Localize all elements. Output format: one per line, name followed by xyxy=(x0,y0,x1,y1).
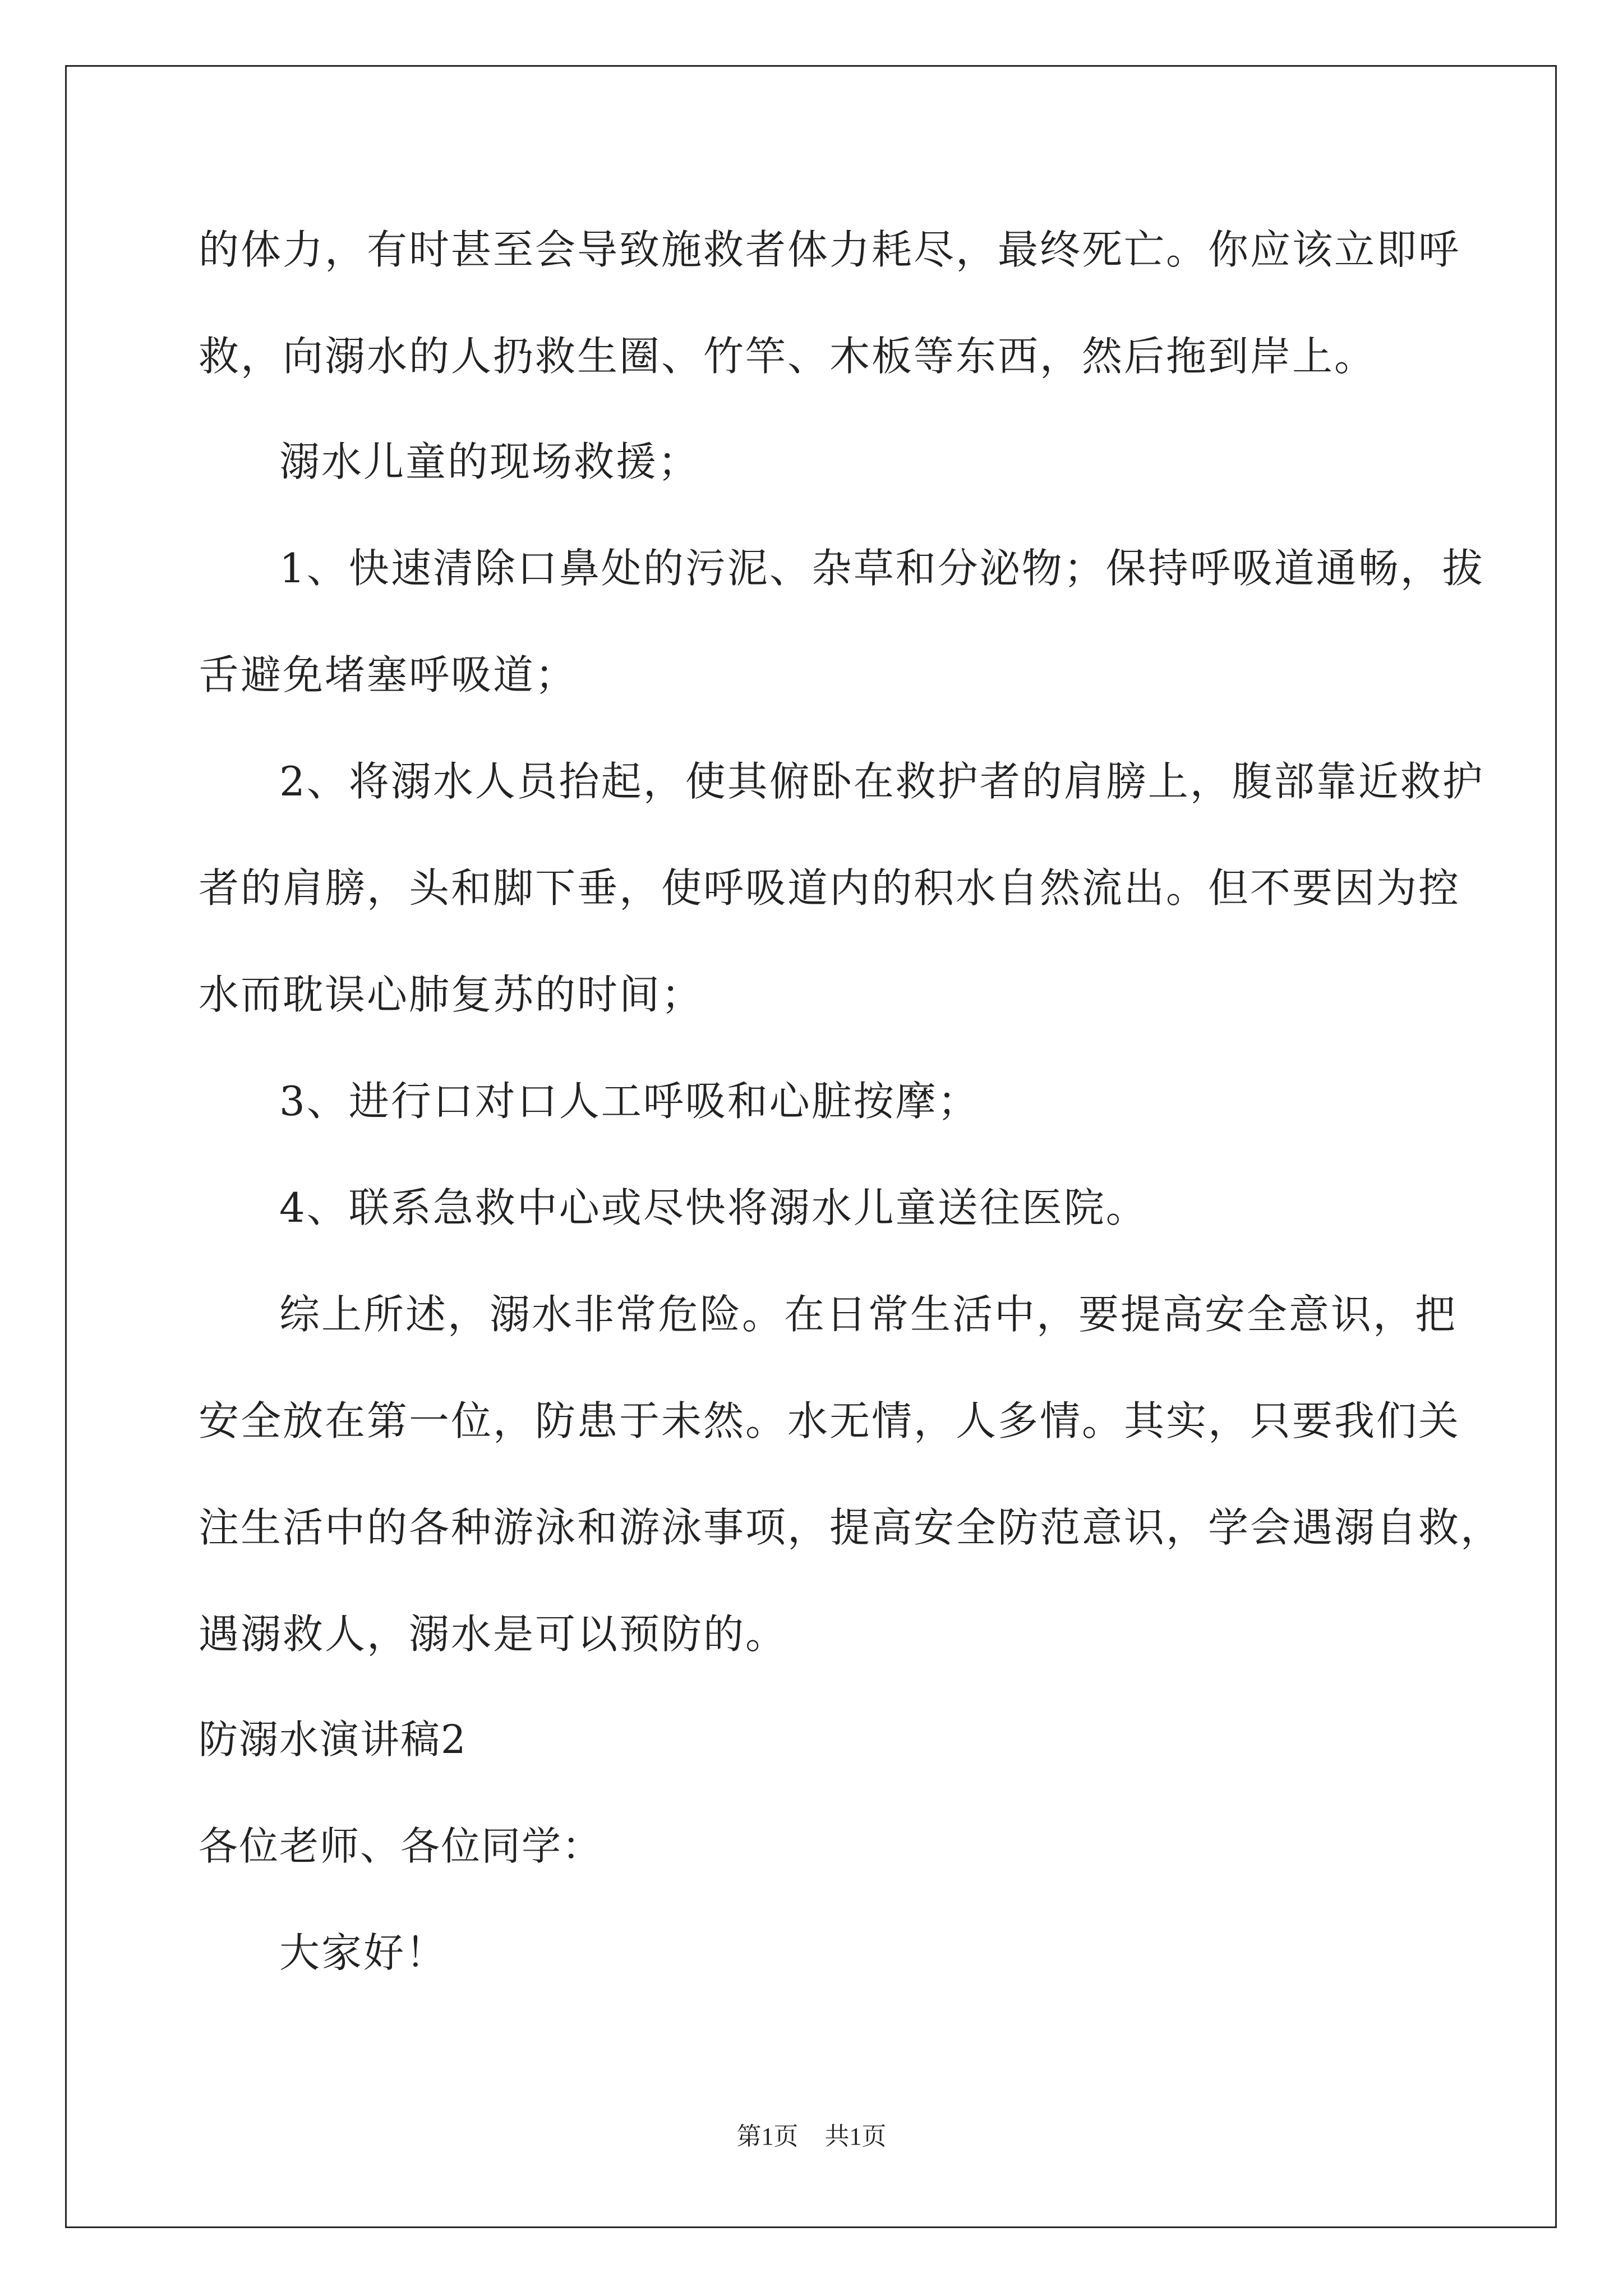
salutation: 各位老师、各位同学： xyxy=(199,1823,602,1869)
page-total: 共1页 xyxy=(824,2123,887,2150)
text-line: 3、进行口对口人工呼吸和心脏按摩； xyxy=(279,1078,980,1125)
text-line: 4、联系急救中心或尽快将溺水儿童送往医院。 xyxy=(279,1184,1148,1231)
text-line: 综上所述，溺水非常危险。在日常生活中，要提高安全意识，把 xyxy=(279,1291,1458,1338)
text-line: 遇溺救人，溺水是可以预防的。 xyxy=(199,1611,788,1658)
greeting: 大家好！ xyxy=(279,1929,448,1976)
section-title: 防溺水演讲稿2 xyxy=(199,1717,467,1763)
text-line: 安全放在第一位，防患于未然。水无情，人多情。其实，只要我们关 xyxy=(199,1397,1461,1444)
text-line: 1、快速清除口鼻处的污泥、杂草和分泌物；保持呼吸道通畅，拔 xyxy=(279,545,1484,592)
text-line: 2、将溺水人员抬起，使其俯卧在救护者的肩膀上，腹部靠近救护 xyxy=(279,758,1484,805)
paragraph-heading: 溺水儿童的现场救援； xyxy=(279,438,700,485)
text-line: 者的肩膀，头和脚下垂，使呼吸道内的积水自然流出。但不要因为控 xyxy=(199,864,1461,912)
text-line: 水而耽误心肺复苏的时间； xyxy=(199,971,704,1018)
text-line: 救，向溺水的人扔救生圈、竹竿、木板等东西，然后拖到岸上。 xyxy=(199,333,1377,380)
text-line: 舌避免堵塞呼吸道； xyxy=(199,651,578,698)
page-footer xyxy=(0,2116,1623,2152)
text-line: 的体力，有时甚至会导致施救者体力耗尽，最终死亡。你应该立即呼 xyxy=(199,226,1461,273)
page-number: 第1页 xyxy=(736,2123,799,2150)
text-line: 注生活中的各种游泳和游泳事项，提高安全防范意识，学会遇溺自救， xyxy=(199,1504,1503,1551)
